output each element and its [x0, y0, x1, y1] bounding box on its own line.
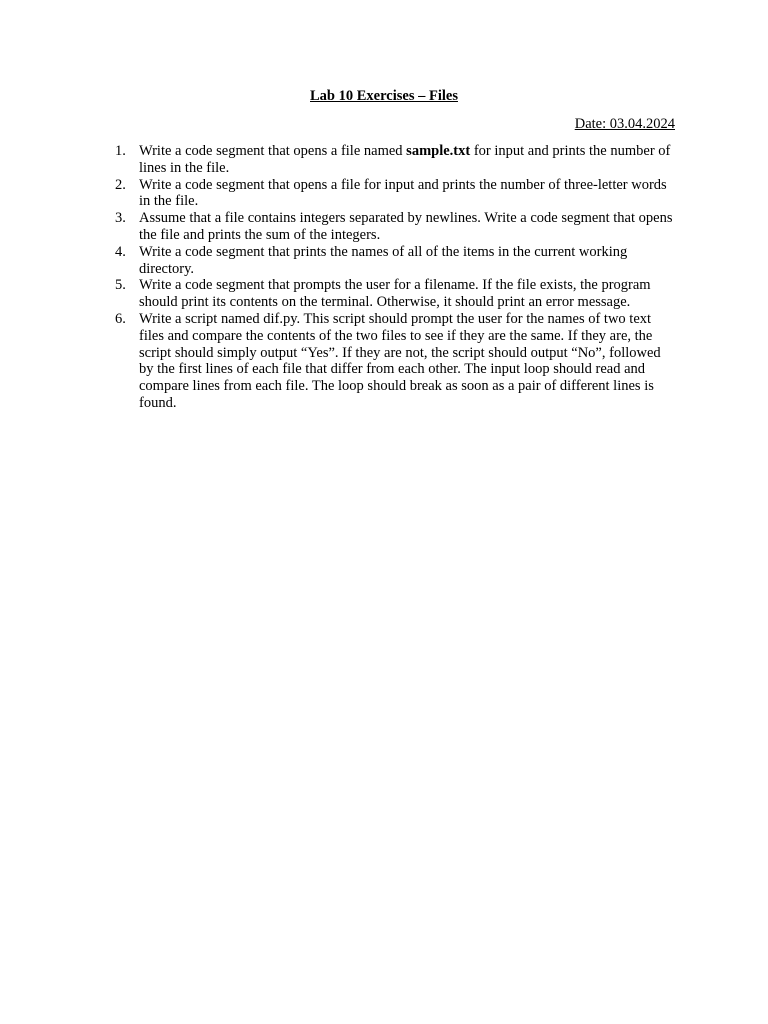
exercise-number: 1.	[115, 143, 126, 159]
exercise-list	[108, 143, 678, 412]
filename-bold: sample.txt	[406, 143, 471, 159]
exercise-text: Write a script named dif.py. This script should prompt the user for the names of two text files and compare the contents of the two files to see if they are the same. If they are, the script should simply output “Yes”. If they are not, the script should output “No”, followed by the first lines of each file that differ from each other. The input loop should read and compare lines from each file. The loop should break as soon as a pair of different lines is found.	[139, 310, 661, 411]
document-title: Lab 10 Exercises – Files	[310, 88, 458, 104]
exercise-number: 2.	[115, 176, 126, 193]
exercise-item	[108, 277, 678, 311]
exercise-number: 5.	[115, 277, 126, 294]
exercise-text-part: Write a code segment that opens a file named	[139, 143, 407, 159]
exercise-item	[108, 210, 678, 244]
exercise-text	[139, 143, 678, 177]
exercise-number: 4.	[115, 243, 126, 260]
exercise-item	[108, 244, 678, 278]
exercise-item	[108, 311, 678, 412]
exercise-text: Write a code segment that opens a file for input and prints the number of three-letter words in the file.	[139, 176, 667, 210]
exercise-text: Assume that a file contains integers separated by newlines. Write a code segment that opens the file and prints the sum of the integers.	[139, 210, 673, 243]
exercise-number: 3.	[115, 210, 126, 227]
exercise-text-part: for input and prints the number of lines in the file.	[139, 143, 671, 176]
exercise-text: Write a code segment that prompts the user for a filename. If the file exists, the program should print its contents on the terminal. Otherwise, it should print an error message.	[139, 277, 651, 311]
exercise-item	[108, 143, 678, 177]
exercise-number: 6.	[115, 310, 126, 327]
exercise-text: Write a code segment that prints the names of all of the items in the current working directory.	[139, 243, 628, 277]
document-date: Date: 03.04.2024	[574, 116, 675, 132]
exercise-item	[108, 177, 678, 211]
